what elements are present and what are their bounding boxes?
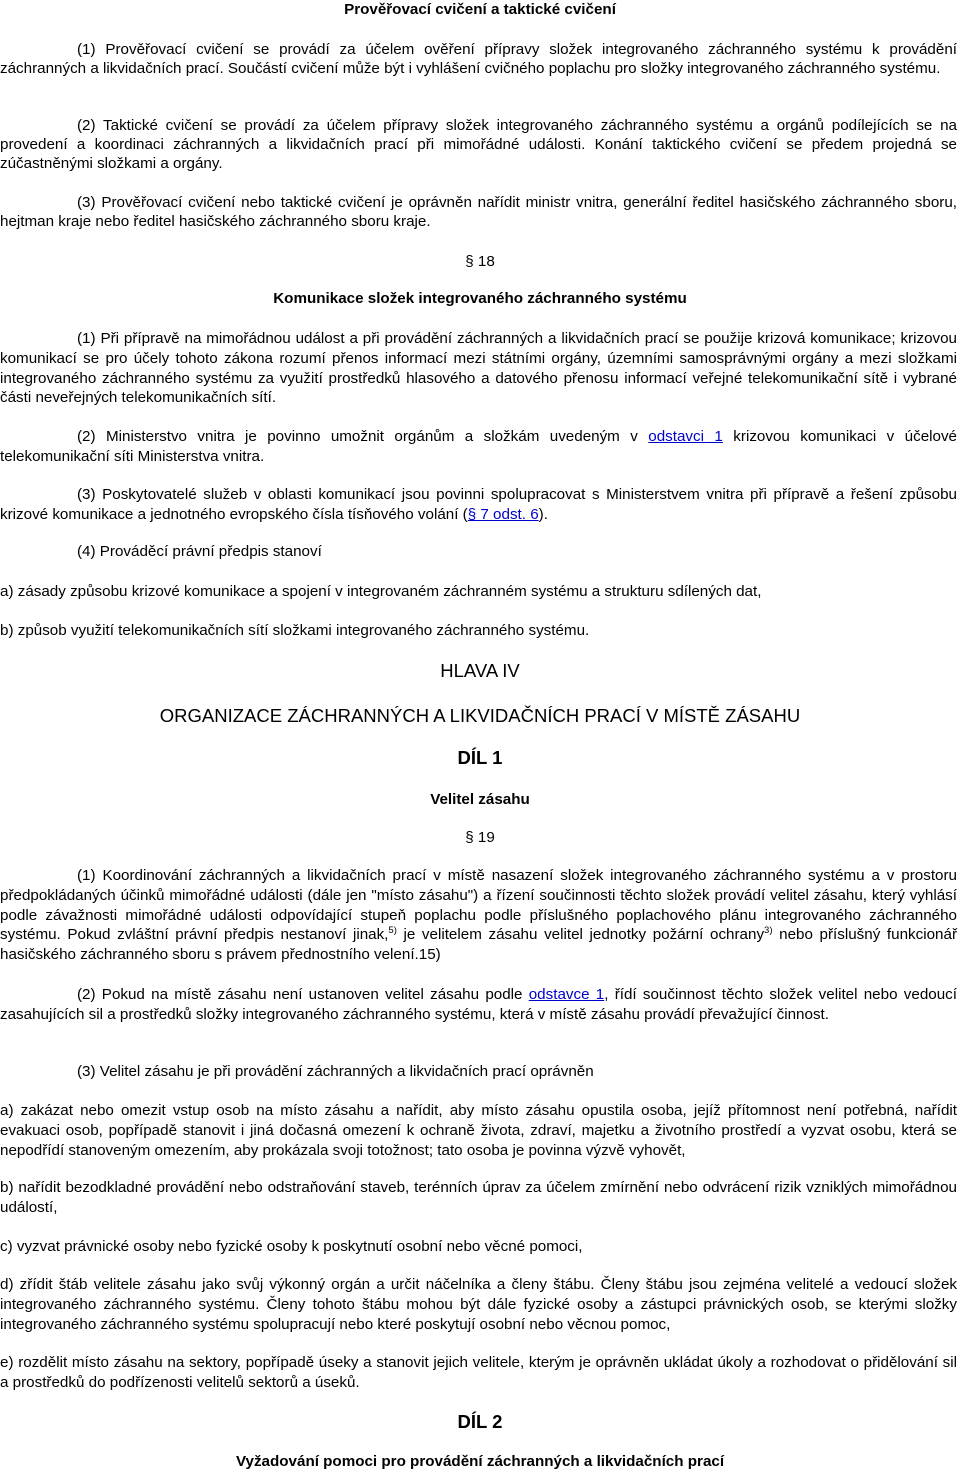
s19-p1-text-3: nebo příslušný funkcionář hasičského záchranného sboru s právem přednostního velení.15) [0, 926, 958, 964]
s19-p1-text-1: (1) Koordinování záchranných a likvidačních prací v místě nasazení složek integrovaného záchranného systému a v prostoru předpokládaných účinků mimořádné události (dále jen "místo zásahu") a řízení součinnosti těchto složek provádí velitel zásahu, který vyhlásí podle závažnosti mimořádné události odpovídající stupeň poplachu podle příslušného poplachového plánu integrovaného záchranného systému. Pokud zvláštní právní předpis nestanoví jinak, [0, 867, 957, 944]
s19-item-c: c) vyzvat právnické osoby nebo fyzické osoby k poskytnutí osobní nebo věcné pomoci, [0, 1238, 583, 1255]
s19-p1-text-2: je velitelem zásahu velitel jednotky požární ochrany [396, 926, 765, 944]
s18-paragraph-2 [0, 427, 957, 467]
part-2-label: DÍL 2 [457, 1411, 503, 1432]
part-1-title: Velitel zásahu [430, 791, 530, 808]
s17-paragraph-3: (3) Prověřovací cvičení nebo taktické cvičení je oprávněn nařídit ministr vnitra, generální ředitel hasičského záchranného sboru, hejtman kraje nebo ředitel hasičského záchranného sboru kraje. [0, 194, 957, 231]
link-par-7-odst-6[interactable]: § 7 odst. 6 [467, 505, 539, 523]
s18-item-b: b) způsob využití telekomunikačních sítí složkami integrovaného záchranného systému. [0, 622, 590, 639]
part-2-title: Vyžadování pomoci pro provádění záchranných a likvidačních prací [235, 1453, 725, 1470]
s18-paragraph-1: (1) Při přípravě na mimořádnou událost a při provádění záchranných a likvidačních prací se použije krizová komunikace; krizovou komunikací se pro účely tohoto zákona rozumí přenos informací mezi státními orgány, územními samosprávnými orgány a mezi složkami integrovaného záchranného systému za využití prostředků hlasového a datového přenosu informací veřejné telekomunikační sítě i vybrané části neveřejných telekomunikačních sítí. [0, 330, 957, 407]
s17-paragraph-2: (2) Taktické cvičení se provádí za účelem přípravy složek integrovaného záchranného systému a orgánů podílejících se na provedení a koordinaci záchranných a likvidačních prací při mimořádné události. Konání taktického cvičení se předem projedná se zúčastněnými složkami a orgány. [0, 117, 957, 173]
chapter-title: ORGANIZACE ZÁCHRANNÝCH A LIKVIDAČNÍCH PRACÍ V MÍSTĚ ZÁSAHU [159, 705, 801, 726]
s18-p3-text-after: ). [538, 505, 548, 523]
s19-item-a: a) zakázat nebo omezit vstup osob na místo zásahu a nařídit, aby místo zásahu opustila osoba, jejíž přítomnost není potřebná, nařídit evakuaci osob, popřípadě stanovit i jiná dočasná omezení k ochraně života, zdraví, majetku a životního prostředí a vyzvat osobu, která se nepodřídí stanoveným omezením, aby prokázala svoji totožnost; tato osoba je povinna výzvě vyhovět, [0, 1102, 957, 1159]
s19-item-e: e) rozdělit místo zásahu na sektory, popřípadě úseky a stanovit jejich velitele, kterým je oprávněn ukládat úkoly a rozhodovat o přidělování sil a prostředků do podřízenosti velitelů sektorů a úseků. [0, 1354, 957, 1391]
s18-paragraph-3 [0, 485, 957, 525]
s17-paragraph-1: (1) Prověřovací cvičení se provádí za účelem ověření přípravy složek integrovaného záchranného systému k provádění záchranných a likvidačních prací. Součástí cvičení může být i vyhlášení cvičného poplachu pro složky integrovaného záchranného systému. [0, 41, 957, 78]
chapter-number: HLAVA IV [440, 660, 520, 681]
part-1-label: DÍL 1 [457, 747, 503, 768]
section-18-number: § 18 [465, 253, 495, 270]
s19-paragraph-2 [0, 985, 957, 1025]
s18-p2-text-before: (2) Ministerstvo vnitra je povinno umožnit orgánům a složkám uvedeným v [77, 428, 649, 445]
s19-p2-text-before: (2) Pokud na místě zásahu není ustanoven velitel zásahu podle [77, 986, 529, 1003]
s18-p3-text-before: (3) Poskytovatelé služeb v oblasti komunikací jsou povinni spolupracovat s Ministerstvem vnitra při přípravě a řešení způsobu krizové komunikace a jednotného evropského čísla tísňového volání ( [0, 486, 957, 523]
s19-item-b: b) nařídit bezodkladné provádění nebo odstraňování staveb, terénních úprav za účelem zmírnění nebo odvrácení rizik vzniklých mimořádnou událostí, [0, 1179, 957, 1216]
s19-p2-text-after: , řídí součinnost těchto složek velitel nebo vedoucí zasahujících sil a prostředků složky integrovaného záchranného systému, která v místě zásahu provádí převažující činnost. [0, 986, 957, 1023]
section-19-number: § 19 [465, 829, 495, 846]
s18-item-a: a) zásady způsobu krizové komunikace a spojení v integrovaném záchranném systému a strukturu sdílených dat, [0, 583, 762, 600]
s18-p2-text-after: krizovou komunikaci v účelové telekomunikační síti Ministerstva vnitra. [0, 428, 958, 465]
section-17-title: Prověřovací cvičení a taktické cvičení [344, 1, 616, 18]
section-18-title: Komunikace složek integrovaného záchranného systému [273, 290, 687, 307]
s19-item-d: d) zřídit štáb velitele zásahu jako svůj výkonný orgán a určit náčelníka a členy štábu. Členy štábu jsou zejména velitelé a vedoucí složek integrovaného záchranného systému. Členy tohoto štábu mohou být dále fyzické osoby a zástupci právnických osob, se kterými složky integrovaného záchranného systému spolupracují nebo které poskytují osobní nebo věcnou pomoc, [0, 1276, 957, 1333]
s19-paragraph-3: (3) Velitel zásahu je při provádění záchranných a likvidačních prací oprávněn [77, 1063, 594, 1080]
s19-paragraph-1 [0, 866, 957, 965]
link-odstavce-1[interactable]: odstavce 1 [528, 986, 605, 1003]
s18-paragraph-4: (4) Prováděcí právní předpis stanoví [77, 543, 322, 560]
footnote-ref-5: 5) [388, 925, 397, 937]
link-odstavci-1[interactable]: odstavci 1 [648, 428, 723, 445]
footnote-ref-3: 3) [764, 925, 773, 937]
